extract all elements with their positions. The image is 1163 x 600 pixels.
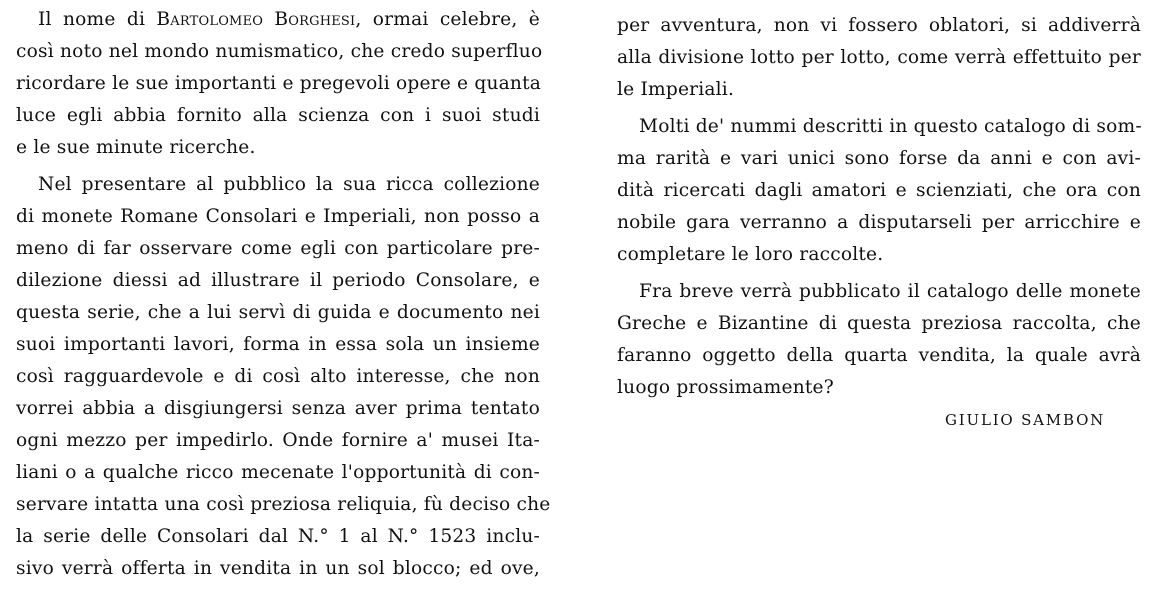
text-line: la serie delle Consolari dal N.° 1 al N.° 1523 inclu- bbox=[16, 526, 540, 547]
text-line: alla divisione lotto per lotto, come verrà effettuito per bbox=[617, 47, 1141, 68]
text-line: luogo prossimamente? bbox=[617, 377, 834, 398]
text-line: ma rarità e vari unici sono forse da anni e con avi- bbox=[617, 148, 1141, 169]
text-line: luce egli abbia fornito alla scienza con i suoi studi bbox=[16, 105, 540, 126]
text-line: ricordare le sue importanti e pregevoli opere e quanta bbox=[16, 73, 542, 94]
author-name: Bartolomeo Borghesi bbox=[156, 9, 356, 30]
text-line: completare le loro raccolte. bbox=[617, 244, 884, 265]
text-fragment: Il nome di bbox=[38, 9, 157, 30]
text-line: dilezione diessi ad illustrare il periodo Consolare, e bbox=[16, 270, 540, 291]
text-line: così ragguardevole e di così alto interesse, che non bbox=[16, 366, 540, 387]
text-line: Fra breve verrà pubblicato il catalogo delle monete bbox=[639, 281, 1141, 302]
text-line: dità ricercati dagli amatori e scienziati, che ora con bbox=[617, 180, 1141, 201]
text-line: così noto nel mondo numismatico, che credo superfluo bbox=[16, 41, 543, 62]
text-line: sivo verrà offerta in vendita in un sol blocco; ed ove, bbox=[16, 558, 540, 579]
text-line: di monete Romane Consolari e Imperiali, non posso a bbox=[16, 206, 540, 227]
text-line: e le sue minute ricerche. bbox=[16, 137, 256, 158]
text-line: Nel presentare al pubblico la sua ricca collezione bbox=[38, 174, 540, 195]
text-line: le Imperiali. bbox=[617, 79, 735, 100]
text-line: meno di far osservare come egli con particolare pre- bbox=[16, 238, 540, 259]
text-line: vorrei abbia a disgiungersi senza aver prima tentato bbox=[16, 398, 540, 419]
text-line: per avventura, non vi fossero oblatori, si addiverrà bbox=[617, 15, 1141, 36]
text-line: servare intatta una così preziosa reliquia, fù deciso che bbox=[16, 494, 551, 515]
signature: GIULIO SAMBON bbox=[945, 411, 1106, 429]
text-line: Greche e Bizantine di questa preziosa raccolta, che bbox=[617, 313, 1141, 334]
text-line: faranno oggetto della quarta vendita, la quale avrà bbox=[617, 345, 1141, 366]
text-fragment: , ormai celebre, è bbox=[355, 9, 540, 30]
text-line: liani o a qualche ricco mecenate l'opportunità di con- bbox=[16, 462, 540, 483]
text-line: nobile gara verranno a disputarseli per arricchire e bbox=[617, 212, 1141, 233]
text-line bbox=[16, 4, 540, 36]
text-line: Molti de' nummi descritti in questo catalogo di som- bbox=[639, 116, 1142, 137]
text-line: suoi importanti lavori, forma in essa sola un insieme bbox=[16, 334, 540, 355]
text-line: questa serie, che a lui servì di guida e documento nei bbox=[16, 302, 540, 323]
text-line: ogni mezzo per impedirlo. Onde fornire a' musei Ita- bbox=[16, 430, 540, 451]
